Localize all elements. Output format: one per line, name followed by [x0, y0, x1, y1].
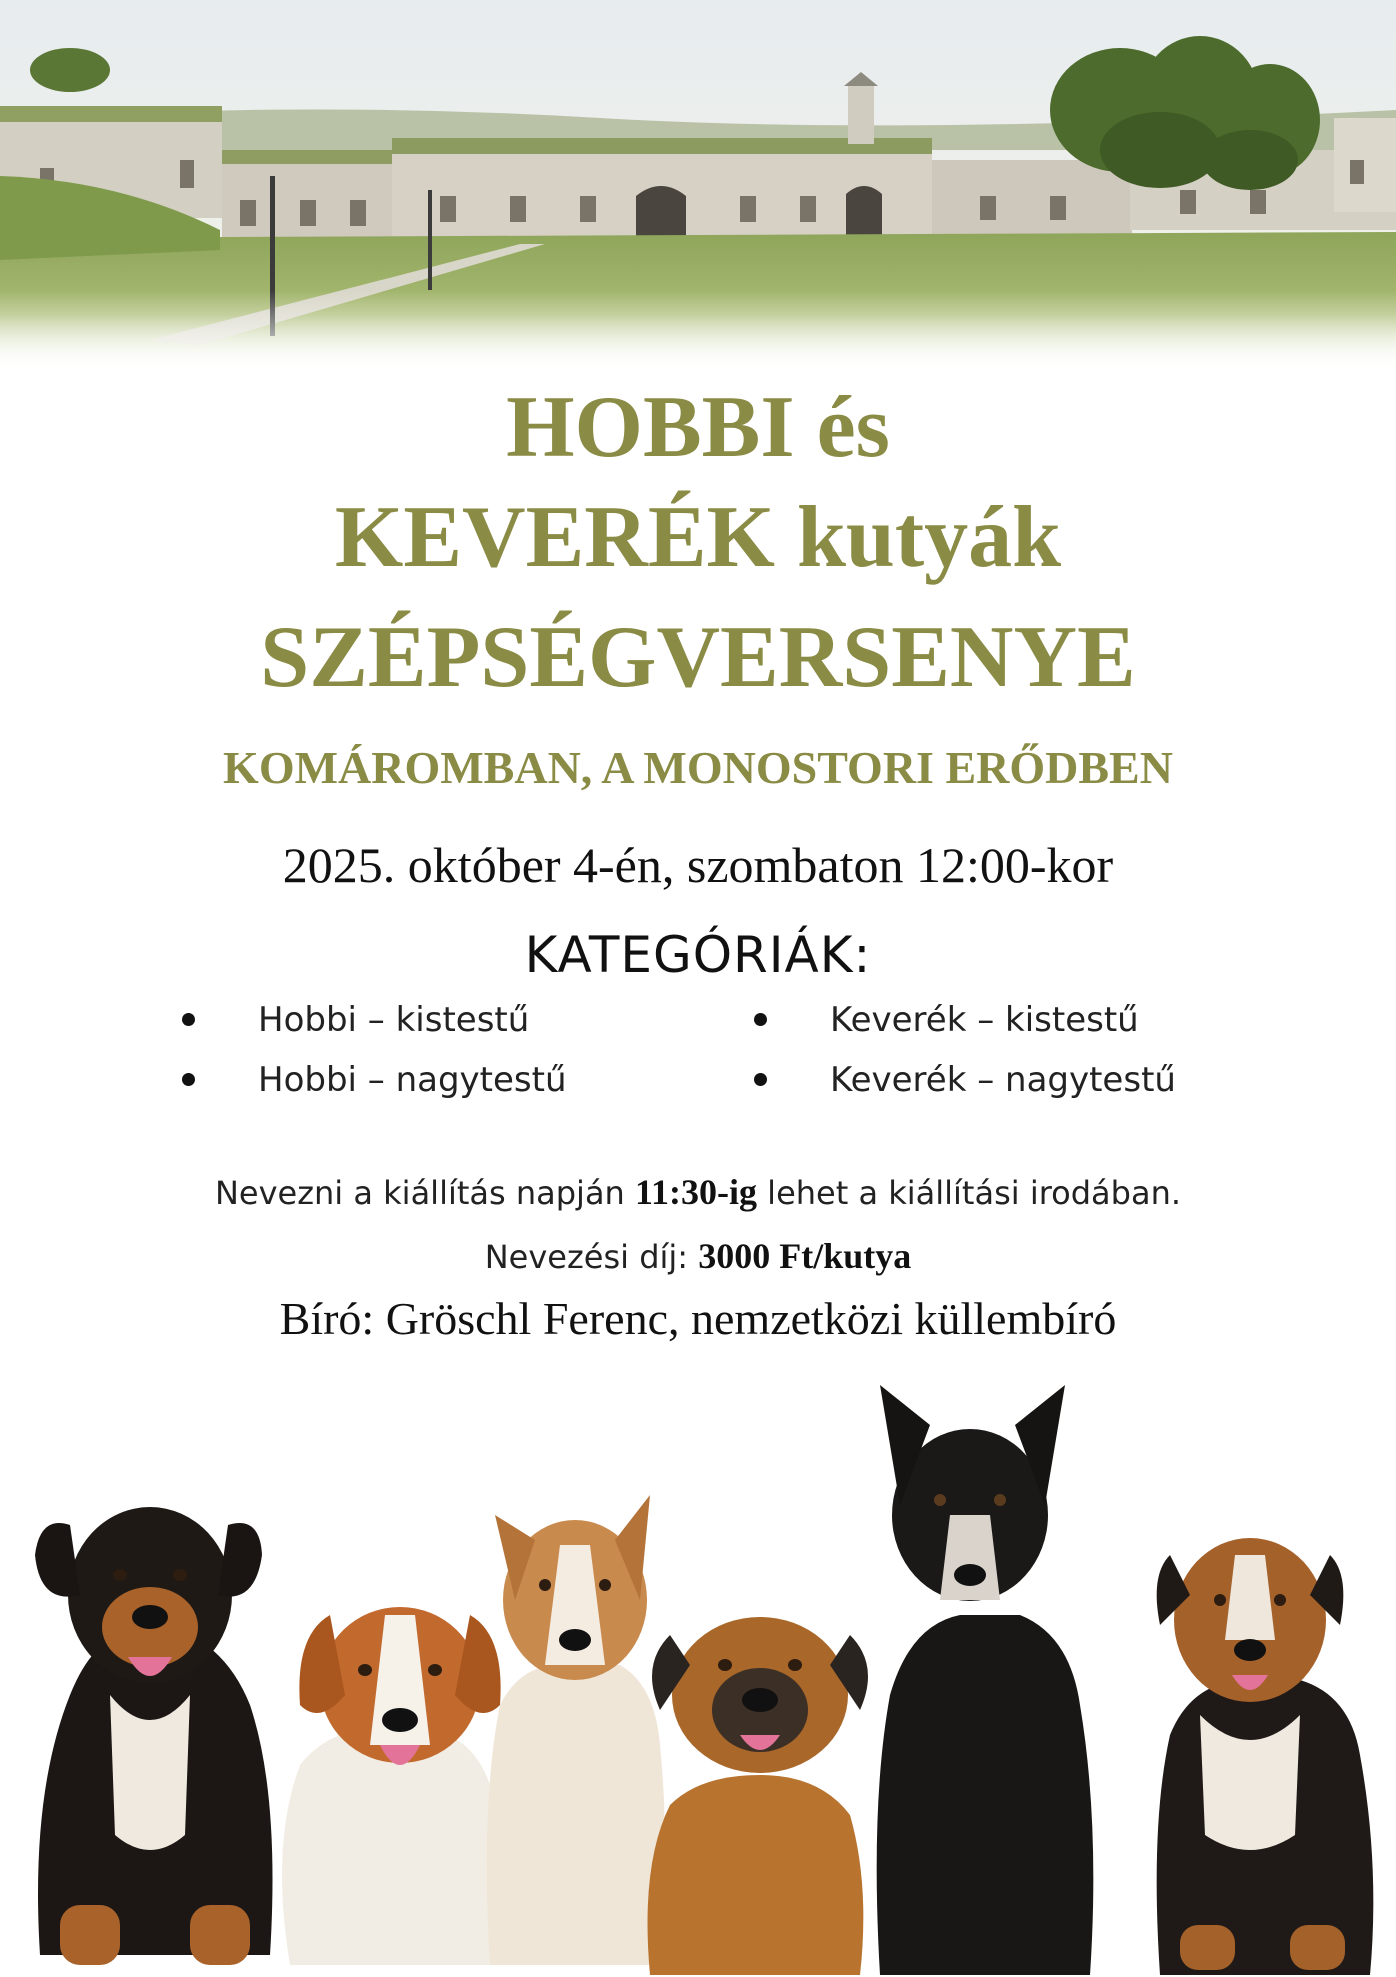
bullet-icon — [182, 1073, 195, 1086]
category-item — [182, 1050, 642, 1110]
bullet-icon — [182, 1013, 195, 1026]
category-item — [754, 1050, 1214, 1110]
fortress-illustration — [0, 0, 1396, 370]
dogs-photo — [0, 1365, 1396, 1977]
dogs-illustration — [0, 1365, 1396, 1977]
judge-info: Bíró: Gröschl Ferenc, nemzetközi küllembíró — [279, 1293, 1117, 1344]
categories-list-left — [182, 990, 642, 1110]
title-line-3: SZÉPSÉGVERSENYE — [260, 609, 1136, 706]
categories-list-right — [754, 990, 1214, 1110]
category-label: Hobbi – kistestű — [258, 1000, 530, 1040]
title-line-1: HOBBI és — [506, 379, 890, 476]
category-label: Hobbi – nagytestű — [258, 1060, 567, 1100]
fee-prefix: Nevezési díj: — [484, 1238, 689, 1276]
category-item — [754, 990, 1214, 1050]
category-label: Keverék – nagytestű — [830, 1060, 1176, 1100]
fee-value: 3000 Ft/kutya — [698, 1236, 912, 1276]
entry-suffix: lehet a kiállítási irodában. — [767, 1174, 1182, 1212]
category-label: Keverék – kistestű — [830, 1000, 1139, 1040]
dog-6 — [1157, 1538, 1374, 1975]
title-line-2: KEVERÉK kutyák — [334, 489, 1062, 586]
dog-5 — [877, 1385, 1094, 1975]
entry-deadline: 11:30-ig — [635, 1172, 757, 1212]
fortress-photo — [0, 0, 1396, 370]
entry-prefix: Nevezni a kiállítás napján — [214, 1174, 625, 1212]
location-subtitle: KOMÁROMBAN, A MONOSTORI ERŐDBEN — [223, 742, 1173, 793]
categories-heading: KATEGÓRIÁK: — [524, 926, 872, 984]
entry-info — [0, 1168, 1396, 1217]
dog-2 — [282, 1607, 503, 1965]
category-item — [182, 990, 642, 1050]
dog-3 — [487, 1495, 665, 1965]
dog-1 — [35, 1507, 273, 1965]
fee-info — [0, 1232, 1396, 1281]
dog-4 — [648, 1617, 869, 1975]
bullet-icon — [754, 1073, 767, 1086]
event-date: 2025. október 4-én, szombaton 12:00-kor — [282, 837, 1114, 893]
bullet-icon — [754, 1013, 767, 1026]
